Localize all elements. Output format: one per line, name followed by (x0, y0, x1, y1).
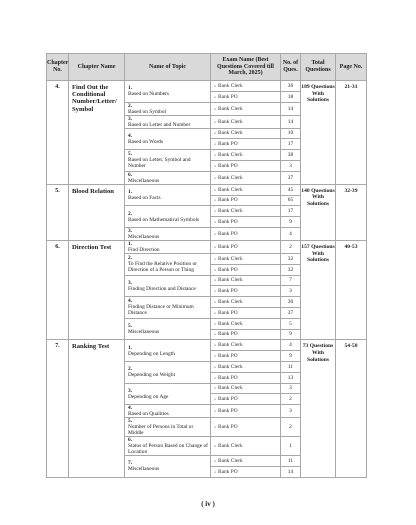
topic-cell (125, 171, 211, 184)
double-chevron-icon: » (214, 118, 216, 124)
exam-name: Bank Clerk (218, 118, 243, 125)
double-chevron-icon: » (214, 152, 216, 158)
exam-name-cell (211, 217, 281, 228)
question-count: 5 (281, 318, 301, 329)
topic-name: Finding Distance or Minimum Distance (128, 304, 194, 317)
page-range: 54-58 (336, 340, 367, 477)
question-count: 2 (281, 240, 301, 253)
question-count: 4 (281, 227, 301, 240)
double-chevron-icon: » (214, 197, 216, 203)
exam-name: Bank PO (218, 396, 238, 403)
topic-cell (125, 227, 211, 240)
topic-cell (125, 275, 211, 297)
double-chevron-icon: » (214, 186, 216, 192)
topic-number: 4. (128, 298, 133, 305)
exam-name: Bank PO (218, 93, 238, 100)
exam-name-cell (211, 383, 281, 394)
chapter-number: 5. (47, 184, 69, 240)
topic-number: 3. (128, 279, 133, 286)
question-count: 32 (281, 253, 301, 264)
topic-cell (125, 81, 211, 103)
topic-name: Depending on Weight (128, 372, 176, 379)
topic-name: Miscellaneous (128, 233, 160, 240)
topic-cell (125, 150, 211, 172)
exam-name: Bank PO (218, 219, 238, 226)
double-chevron-icon: » (214, 443, 216, 449)
exam-name: Bank PO (218, 424, 238, 431)
topic-name: Number of Persons in Total or Middle (128, 424, 194, 437)
exam-name-cell (211, 264, 281, 275)
double-chevron-icon: » (214, 255, 216, 261)
exam-name-cell (211, 286, 281, 297)
total-questions: 73 Questions With Solutions (301, 340, 336, 477)
double-chevron-icon: » (214, 174, 216, 180)
exam-name-cell (211, 115, 281, 128)
table-row (47, 240, 367, 253)
exam-name-cell (211, 351, 281, 362)
double-chevron-icon: » (214, 208, 216, 214)
exam-name-cell (211, 253, 281, 264)
exam-name: Bank Clerk (218, 458, 243, 465)
topic-name: Finding Direction and Distance (128, 285, 196, 292)
total-questions: 157 Questions With Solutions (301, 240, 336, 339)
question-count: 11 (281, 361, 301, 372)
double-chevron-icon: » (214, 130, 216, 136)
page-range: 40-53 (336, 240, 367, 339)
topic-cell (125, 405, 211, 418)
exam-name-cell (211, 456, 281, 467)
exam-name-cell (211, 394, 281, 405)
contents-body (47, 81, 367, 478)
double-chevron-icon: » (214, 342, 216, 348)
exam-name-cell (211, 102, 281, 115)
question-count: 10 (281, 128, 301, 139)
question-count: 14 (281, 115, 301, 128)
exam-name-cell (211, 275, 281, 286)
exam-name-cell (211, 318, 281, 329)
exam-name-cell (211, 240, 281, 253)
contents-table (46, 53, 367, 478)
question-count: 3 (281, 160, 301, 171)
double-chevron-icon: » (214, 82, 216, 88)
exam-name: Bank Clerk (218, 152, 243, 159)
header-total-questions: Total Questions (301, 54, 336, 81)
exam-name-cell (211, 195, 281, 206)
chapter-number: 7. (47, 340, 69, 477)
exam-name-cell (211, 466, 281, 477)
page-range: 21-31 (336, 81, 367, 185)
topic-cell (125, 437, 211, 456)
header-topic: Name of Topic (125, 54, 211, 81)
exam-name-cell (211, 91, 281, 102)
exam-name-cell (211, 150, 281, 161)
exam-name: Bank PO (218, 468, 238, 475)
topic-name: Miscellaneous (128, 329, 160, 336)
topic-name: Based on Symbol (128, 108, 167, 115)
header-chapter-no: Chapter No. (47, 54, 69, 81)
table-row (47, 340, 367, 351)
topic-number: 4. (128, 132, 133, 139)
question-count: 37 (281, 171, 301, 184)
topic-number: 1. (128, 344, 133, 351)
topic-cell (125, 115, 211, 128)
topic-cell (125, 340, 211, 362)
exam-name: Bank Clerk (218, 82, 243, 89)
double-chevron-icon: » (214, 353, 216, 359)
exam-name-cell (211, 139, 281, 150)
table-row (47, 81, 367, 92)
topic-cell (125, 418, 211, 437)
question-count: 37 (281, 307, 301, 318)
question-count: 7 (281, 275, 301, 286)
chapter-number: 6. (47, 240, 69, 339)
topic-number: 6. (128, 171, 133, 178)
topic-name: Find Direction (128, 246, 160, 253)
topic-number: 2. (128, 102, 133, 109)
exam-name: Bank PO (218, 288, 238, 295)
exam-name: Bank Clerk (218, 320, 243, 327)
question-count: 2 (281, 418, 301, 437)
question-count: 9 (281, 329, 301, 340)
question-count: 14 (281, 466, 301, 477)
exam-name-cell (211, 361, 281, 372)
exam-name: Bank Clerk (218, 130, 243, 137)
question-count: 9 (281, 217, 301, 228)
exam-name: Bank PO (218, 162, 238, 169)
topic-cell (125, 456, 211, 478)
question-count: 9 (281, 351, 301, 362)
total-questions: 189 Questions With Solutions (301, 81, 336, 185)
exam-name: Bank Clerk (218, 342, 243, 349)
header-chapter-name: Chapter Name (69, 54, 125, 81)
exam-name: Bank PO (218, 141, 238, 148)
total-questions: 140 Questions With Solutions (301, 184, 336, 240)
double-chevron-icon: » (214, 266, 216, 272)
double-chevron-icon: » (214, 105, 216, 111)
double-chevron-icon: » (214, 396, 216, 402)
question-count: 11 (281, 456, 301, 467)
topic-number: 1. (128, 189, 133, 196)
exam-name: Bank PO (218, 243, 238, 250)
exam-name: Bank PO (218, 331, 238, 338)
question-count: 3 (281, 286, 301, 297)
topic-cell (125, 383, 211, 405)
topic-number: 5. (128, 418, 133, 425)
topic-name: Based on Mathematical Symbols (128, 216, 200, 223)
topic-name: Based on Qualities (128, 411, 169, 418)
topic-cell (125, 240, 211, 253)
double-chevron-icon: » (214, 288, 216, 294)
exam-name: Bank PO (218, 266, 238, 273)
double-chevron-icon: » (214, 408, 216, 414)
topic-number: 3. (128, 115, 133, 122)
page-number-footer: ( iv ) (201, 500, 215, 508)
exam-name: Bank Clerk (218, 363, 243, 370)
topic-cell (125, 128, 211, 150)
exam-name: Bank PO (218, 408, 238, 415)
question-count: 3 (281, 405, 301, 418)
question-count: 13 (281, 372, 301, 383)
double-chevron-icon: » (214, 243, 216, 249)
topic-name: To Find the Relative Position or Direction of a Person or Thing (128, 261, 197, 274)
chapter-name: Find Out the Conditional Number/Letter/ Symbol (69, 81, 125, 185)
topic-cell (125, 361, 211, 383)
topic-cell (125, 253, 211, 275)
topic-number: 1. (128, 240, 133, 247)
topic-cell (125, 184, 211, 206)
topic-number: 5. (128, 323, 133, 330)
topic-number: 1. (128, 85, 133, 92)
double-chevron-icon: » (214, 331, 216, 337)
double-chevron-icon: » (214, 374, 216, 380)
exam-name-cell (211, 184, 281, 195)
question-count: 38 (281, 150, 301, 161)
double-chevron-icon: » (214, 468, 216, 474)
header-no-of-questions: No. of Ques. (281, 54, 301, 81)
question-count: 14 (281, 102, 301, 115)
question-count: 4 (281, 340, 301, 351)
header-page-no: Page No. (336, 54, 367, 81)
topic-number: 6. (128, 437, 133, 444)
chapter-number: 4. (47, 81, 69, 185)
topic-number: 4. (128, 405, 133, 412)
question-count: 1 (281, 437, 301, 456)
double-chevron-icon: » (214, 219, 216, 225)
topic-number: 2. (128, 366, 133, 373)
topic-number: 7. (128, 460, 133, 467)
double-chevron-icon: » (214, 162, 216, 168)
question-count: 17 (281, 139, 301, 150)
topic-number: 3. (128, 387, 133, 394)
exam-name-cell (211, 160, 281, 171)
chapter-name: Direction Test (69, 240, 125, 339)
topic-number: 3. (128, 227, 133, 234)
double-chevron-icon: » (214, 363, 216, 369)
topic-number: 5. (128, 151, 133, 158)
topic-name: Based on Letter and Number (128, 121, 191, 128)
exam-name-cell (211, 372, 281, 383)
topic-cell (125, 102, 211, 115)
exam-name: Bank Clerk (218, 186, 243, 193)
header-row (47, 54, 367, 81)
topic-cell (125, 297, 211, 319)
topic-name: Miscellaneous (128, 177, 160, 184)
topic-number: 2. (128, 210, 133, 217)
question-count: 18 (281, 91, 301, 102)
exam-name-cell (211, 329, 281, 340)
exam-name: Bank PO (218, 197, 238, 204)
exam-name-cell (211, 128, 281, 139)
question-count: 32 (281, 264, 301, 275)
topic-name: Based on Words (128, 138, 164, 145)
exam-name-cell (211, 206, 281, 217)
exam-name-cell (211, 437, 281, 456)
double-chevron-icon: » (214, 277, 216, 283)
exam-name-cell (211, 81, 281, 92)
double-chevron-icon: » (214, 385, 216, 391)
exam-name-cell (211, 340, 281, 351)
double-chevron-icon: » (214, 309, 216, 315)
exam-name: Bank Clerk (218, 299, 243, 306)
exam-name-cell (211, 418, 281, 437)
topic-cell (125, 206, 211, 228)
exam-name: Bank Clerk (218, 255, 243, 262)
page-range: 32-39 (336, 184, 367, 240)
question-count: 30 (281, 297, 301, 308)
exam-name-cell (211, 297, 281, 308)
exam-name: Bank PO (218, 230, 238, 237)
topic-name: Based on Numbers (128, 91, 170, 98)
exam-name: Bank Clerk (218, 277, 243, 284)
double-chevron-icon: » (214, 320, 216, 326)
topic-cell (125, 318, 211, 340)
topic-name: Based on Facts (128, 195, 161, 202)
exam-name-cell (211, 227, 281, 240)
chapter-name: Ranking Test (69, 340, 125, 477)
topic-name: Status of Person Based on Change of Location (128, 443, 208, 456)
exam-name-cell (211, 405, 281, 418)
exam-name: Bank Clerk (218, 105, 243, 112)
exam-name: Bank Clerk (218, 208, 243, 215)
question-count: 3 (281, 383, 301, 394)
exam-name-cell (211, 171, 281, 184)
question-count: 17 (281, 206, 301, 217)
exam-name: Bank Clerk (218, 174, 243, 181)
double-chevron-icon: » (214, 299, 216, 305)
topic-name: Depending on Age (128, 393, 169, 400)
double-chevron-icon: » (214, 230, 216, 236)
double-chevron-icon: » (214, 141, 216, 147)
question-count: 45 (281, 184, 301, 195)
double-chevron-icon: » (214, 424, 216, 430)
topic-name: Depending on Length (128, 350, 176, 357)
question-count: 2 (281, 394, 301, 405)
double-chevron-icon: » (214, 93, 216, 99)
table-row (47, 184, 367, 195)
topic-number: 2. (128, 255, 133, 262)
exam-name: Bank PO (218, 309, 238, 316)
exam-name: Bank Clerk (218, 385, 243, 392)
exam-name-cell (211, 307, 281, 318)
header-exam-name: Exam Name (Best Questions Covered till March, 2025) (211, 54, 281, 81)
double-chevron-icon: » (214, 458, 216, 464)
exam-name: Bank PO (218, 353, 238, 360)
topic-name: Based on Letter, Symbol and Number (128, 157, 191, 170)
topic-name: Miscellaneous (128, 466, 160, 473)
chapter-name: Blood Relation (69, 184, 125, 240)
question-count: 65 (281, 195, 301, 206)
exam-name: Bank PO (218, 374, 238, 381)
exam-name: Bank Clerk (218, 443, 243, 450)
question-count: 36 (281, 81, 301, 92)
